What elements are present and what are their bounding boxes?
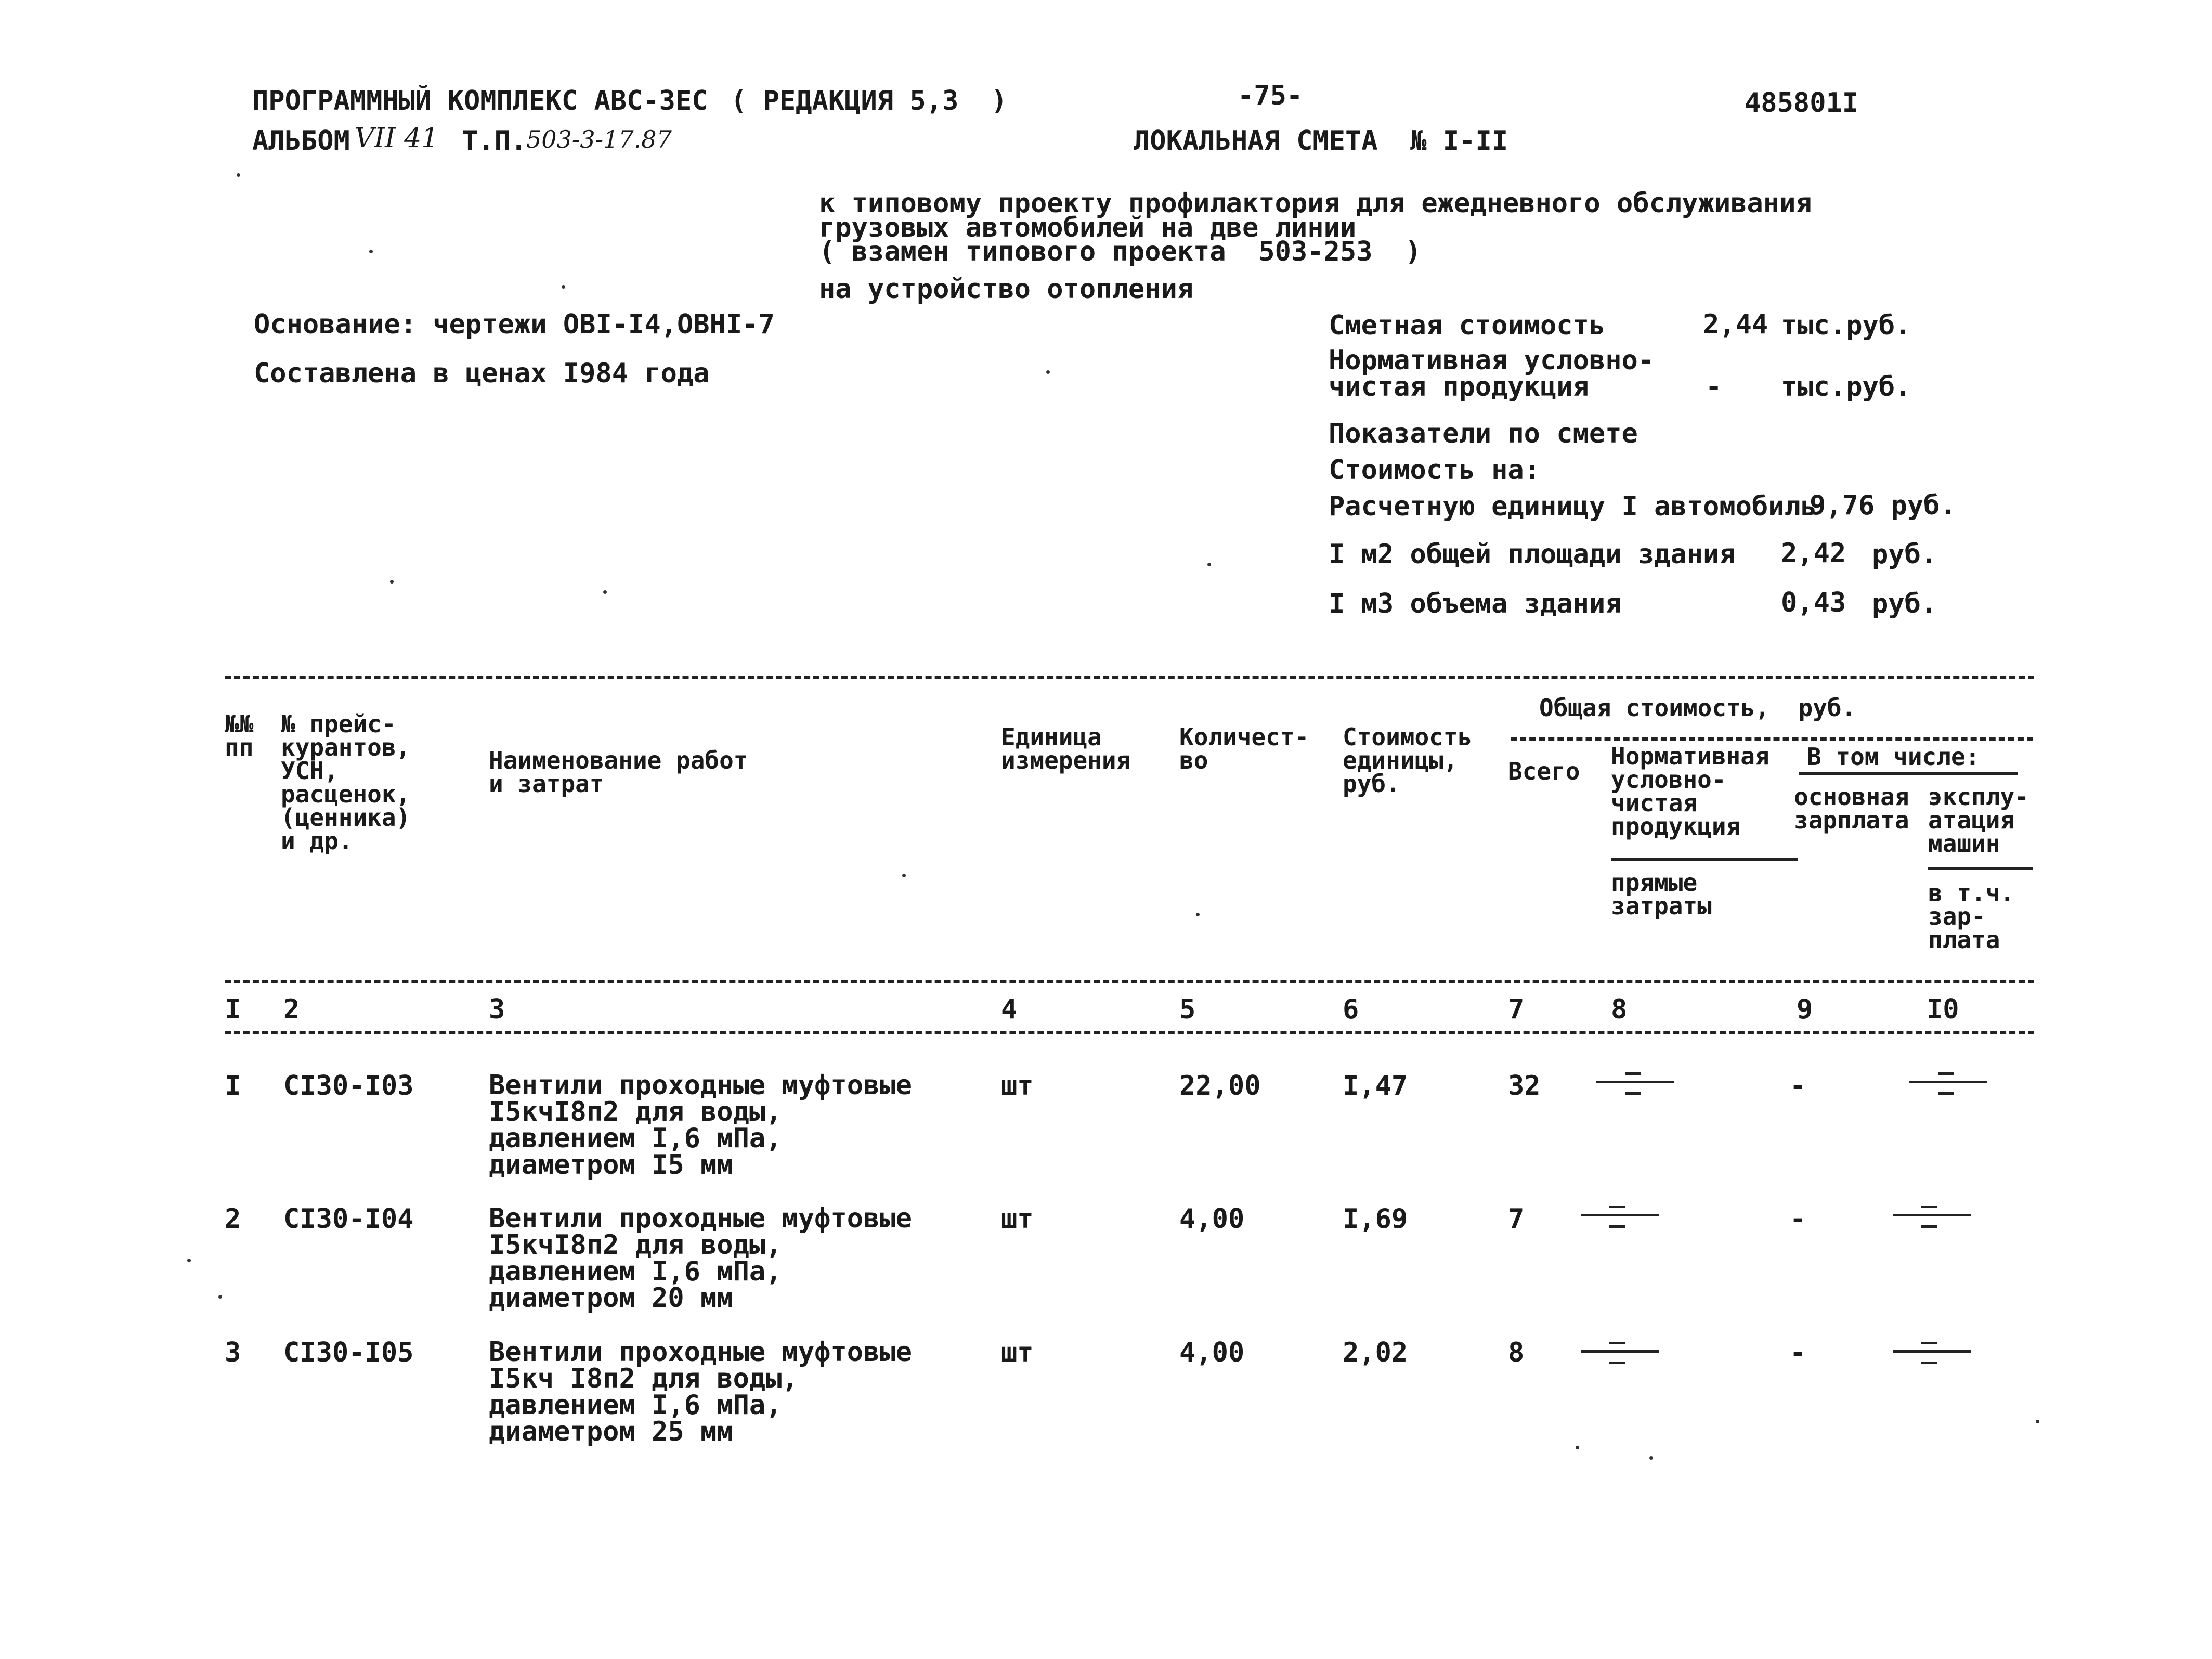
subtitle-line-2: грузовых автомобилей на две линии: [819, 212, 1357, 243]
tp-handwritten: 503-3-17.87: [526, 125, 672, 153]
norm-value: -: [1706, 371, 1722, 403]
header-norm-product: Нормативная условно- чистая продукция: [1611, 742, 1769, 841]
area-cost-unit: руб.: [1872, 539, 1937, 570]
scan-speck: [2036, 1420, 2039, 1423]
header-total: Всего: [1508, 757, 1580, 785]
row-name: Вентили проходные муфтовые I5кчI8п2 для воды, давлением I,6 мПа, диаметром I5 мм: [489, 1070, 912, 1181]
scan-speck: [187, 1259, 191, 1262]
scan-speck: [1046, 370, 1050, 374]
prices-line: Составлена в ценах I984 года: [254, 358, 710, 389]
scan-speck: [1207, 563, 1211, 566]
col-number-10: I0: [1927, 994, 1959, 1025]
header-total-group: Общая стоимость, руб.: [1539, 694, 1856, 722]
row-salary: -: [1790, 1070, 1806, 1101]
col-number-2: 2: [283, 994, 300, 1025]
col-number-4: 4: [1001, 994, 1018, 1025]
row-unit: шт: [1001, 1203, 1034, 1235]
header-work-name: Наименование работ и затрат: [489, 746, 748, 798]
header-base-salary: основная зарплата: [1794, 783, 1909, 835]
col-number-9: 9: [1797, 994, 1813, 1025]
cost-on-label: Стоимость на:: [1329, 455, 1540, 486]
unit-cost-label: Расчетную единицу I автомобиль: [1329, 491, 1817, 522]
scan-speck: [1196, 913, 1200, 916]
scan-speck: [562, 285, 565, 289]
unit-cost-value: 9,76 руб.: [1810, 490, 1956, 521]
smetnaya-value: 2,44: [1703, 309, 1768, 340]
norm-unit: тыс.руб.: [1781, 371, 1911, 403]
header-machines: эксплу- атация машин: [1928, 783, 2029, 858]
row-unit-price: 2,02: [1343, 1337, 1408, 1368]
row-unit: шт: [1001, 1070, 1034, 1101]
album-label: АЛЬБОМ: [252, 125, 350, 157]
volume-cost-value: 0,43: [1781, 587, 1846, 618]
scan-speck: [369, 250, 373, 253]
row-machines-fraction-dash: [1893, 1342, 1971, 1363]
col-number-7: 7: [1508, 994, 1525, 1025]
norm-underline: [1611, 858, 1798, 861]
smeta-title: ЛОКАЛЬНАЯ СМЕТА № I-II: [1134, 125, 1508, 157]
incl-underline: [1799, 772, 2018, 775]
row-total: 8: [1508, 1337, 1525, 1368]
row-machines-fraction-dash: [1893, 1206, 1971, 1226]
row-code: CI30-I04: [283, 1203, 414, 1235]
row-unit: шт: [1001, 1337, 1034, 1368]
row-norm-fraction-dash: [1596, 1072, 1674, 1093]
scan-speck: [390, 580, 394, 584]
row-quantity: 4,00: [1179, 1203, 1245, 1235]
volume-cost-label: I м3 объема здания: [1329, 588, 1622, 619]
scan-speck: [218, 1295, 222, 1299]
area-cost-label: I м2 общей площади здания: [1329, 539, 1736, 570]
norm-label: Нормативная условно- чистая продукция: [1329, 345, 1655, 403]
row-code: CI30-I03: [283, 1070, 414, 1101]
header-including: В том числе:: [1807, 743, 1980, 771]
group-header-rule: [1511, 737, 2033, 741]
header-unit-cost: Стоимость единицы, руб.: [1343, 723, 1473, 798]
album-handwritten: VII 41: [355, 123, 439, 154]
col-number-8: 8: [1611, 994, 1628, 1025]
col-number-1: I: [225, 994, 241, 1025]
scan-speck: [237, 173, 240, 177]
col-number-3: 3: [489, 994, 505, 1025]
header-direct-costs: прямые затраты: [1611, 869, 1712, 921]
program-name: ПРОГРАММНЫЙ КОМПЛЕКС АВС-ЗЕС: [252, 85, 708, 116]
scan-speck: [902, 874, 906, 877]
row-norm-fraction-dash: [1581, 1342, 1659, 1363]
header-pricelist: № прейс- курантов, УСН, расценок, (ценника) и др.: [281, 710, 411, 856]
smetnaya-label: Сметная стоимость: [1329, 310, 1606, 341]
header-bottom-rule: [225, 980, 2034, 983]
col-number-5: 5: [1179, 994, 1196, 1025]
row-name: Вентили проходные муфтовые I5кчI8п2 для воды, давлением I,6 мПа, диаметром 20 мм: [489, 1203, 912, 1314]
header-row-number: №№ пп: [225, 710, 254, 762]
row-total: 32: [1508, 1070, 1541, 1101]
row-unit-price: I,69: [1343, 1203, 1408, 1235]
tp-label: Т.П.: [462, 125, 527, 157]
col-number-6: 6: [1343, 994, 1359, 1025]
indicators-label: Показатели по смете: [1329, 418, 1638, 449]
row-quantity: 4,00: [1179, 1337, 1245, 1368]
header-unit: Единица измерения: [1001, 723, 1131, 775]
row-total: 7: [1508, 1203, 1525, 1235]
row-number: I: [225, 1070, 241, 1101]
row-name: Вентили проходные муфтовые I5кч I8п2 для воды, давлением I,6 мПа, диаметром 25 мм: [489, 1337, 912, 1447]
scan-speck: [1576, 1446, 1579, 1449]
area-cost-value: 2,42: [1781, 538, 1846, 569]
column-numbers-rule: [225, 1031, 2034, 1034]
row-number: 3: [225, 1337, 241, 1368]
row-salary: -: [1790, 1203, 1806, 1235]
edition: ( РЕДАКЦИЯ 5,3 ): [731, 85, 1008, 116]
subtitle-line-3: ( взамен типового проекта 503-253 ): [819, 236, 1422, 267]
row-number: 2: [225, 1203, 241, 1235]
row-machines-fraction-dash: [1909, 1072, 1987, 1093]
basis-line: Основание: чертежи ОВI-I4,ОВНI-7: [254, 309, 775, 340]
scan-speck: [1649, 1456, 1653, 1460]
row-salary: -: [1790, 1337, 1806, 1368]
row-unit-price: I,47: [1343, 1070, 1408, 1101]
scan-speck: [603, 590, 607, 594]
machines-underline: [1928, 867, 2033, 870]
header-quantity: Количест- во: [1179, 723, 1309, 775]
row-norm-fraction-dash: [1581, 1206, 1659, 1226]
header-machines-salary: в т.ч. зар- плата: [1928, 879, 2015, 954]
subtitle-line-1: к типовому проекту профилактория для ежедневного обслуживания: [819, 188, 1812, 219]
volume-cost-unit: руб.: [1872, 588, 1937, 619]
table-top-rule: [225, 676, 2034, 679]
document-code: 485801I: [1745, 87, 1859, 119]
subtitle-line-4: на устройство отопления: [819, 274, 1194, 305]
smetnaya-unit: тыс.руб.: [1781, 310, 1911, 341]
page-number: -75-: [1238, 80, 1303, 111]
row-quantity: 22,00: [1179, 1070, 1261, 1101]
row-code: CI30-I05: [283, 1337, 414, 1368]
